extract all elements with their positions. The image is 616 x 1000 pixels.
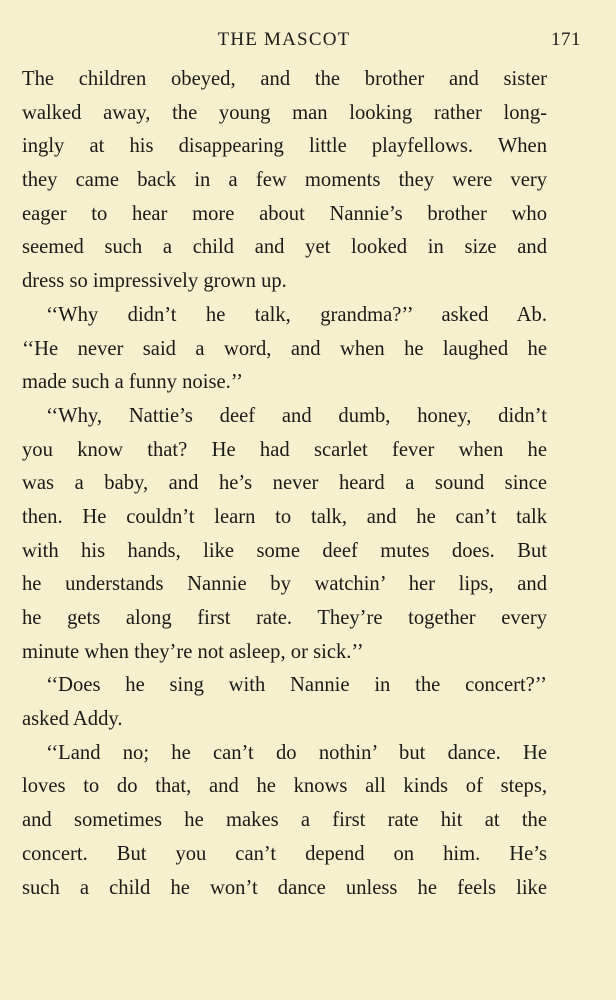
text-line: walked away, the young man looking rather long- <box>22 101 547 124</box>
text-line: ‘‘Why didn’t he talk, grandma?’’ asked Ab. <box>46 303 547 326</box>
text-line: eager to hear more about Nannie’s brother who <box>22 202 547 225</box>
body-text <box>22 63 547 905</box>
text-line: asked Addy. <box>22 708 123 731</box>
text-line: The children obeyed, and the brother and sister <box>22 68 547 90</box>
text-line: ‘‘Why, Nattie’s deef and dumb, honey, didn’t <box>46 404 547 427</box>
text-line: ‘‘Land no; he can’t do nothin’ but dance. He <box>46 741 547 764</box>
text-line: they came back in a few moments they were very <box>22 169 547 192</box>
text-line: seemed such a child and yet looked in size and <box>22 236 547 259</box>
text-line: minute when they’re not asleep, or sick.’’ <box>22 640 364 663</box>
text-line: concert. But you can’t depend on him. He’s <box>22 842 547 865</box>
text-line: ‘‘He never said a word, and when he laughed he <box>22 337 547 360</box>
running-title: THE MASCOT <box>217 29 351 50</box>
text-line: was a baby, and he’s never heard a sound since <box>22 472 547 495</box>
running-head <box>22 29 581 55</box>
text-line: such a child he won’t dance unless he feels like <box>22 876 547 899</box>
text-line: dress so impressively grown up. <box>22 270 287 293</box>
text-line: he gets along first rate. They’re together every <box>22 607 547 629</box>
text-line: ingly at his disappearing little playfellows. When <box>22 135 547 158</box>
text-line: you know that? He had scarlet fever when he <box>22 438 547 461</box>
text-line: loves to do that, and he knows all kinds of steps, <box>22 775 547 798</box>
text-line: then. He couldn’t learn to talk, and he can’t talk <box>22 505 547 528</box>
text-line: made such a funny noise.’’ <box>22 371 243 394</box>
text-line: he understands Nannie by watchin’ her lips, and <box>22 573 547 596</box>
text-line: ‘‘Does he sing with Nannie in the concert?’’ <box>46 674 547 697</box>
page-number: 171 <box>551 29 581 50</box>
text-line: with his hands, like some deef mutes does. But <box>22 539 547 562</box>
text-line: and sometimes he makes a first rate hit at the <box>22 809 547 832</box>
